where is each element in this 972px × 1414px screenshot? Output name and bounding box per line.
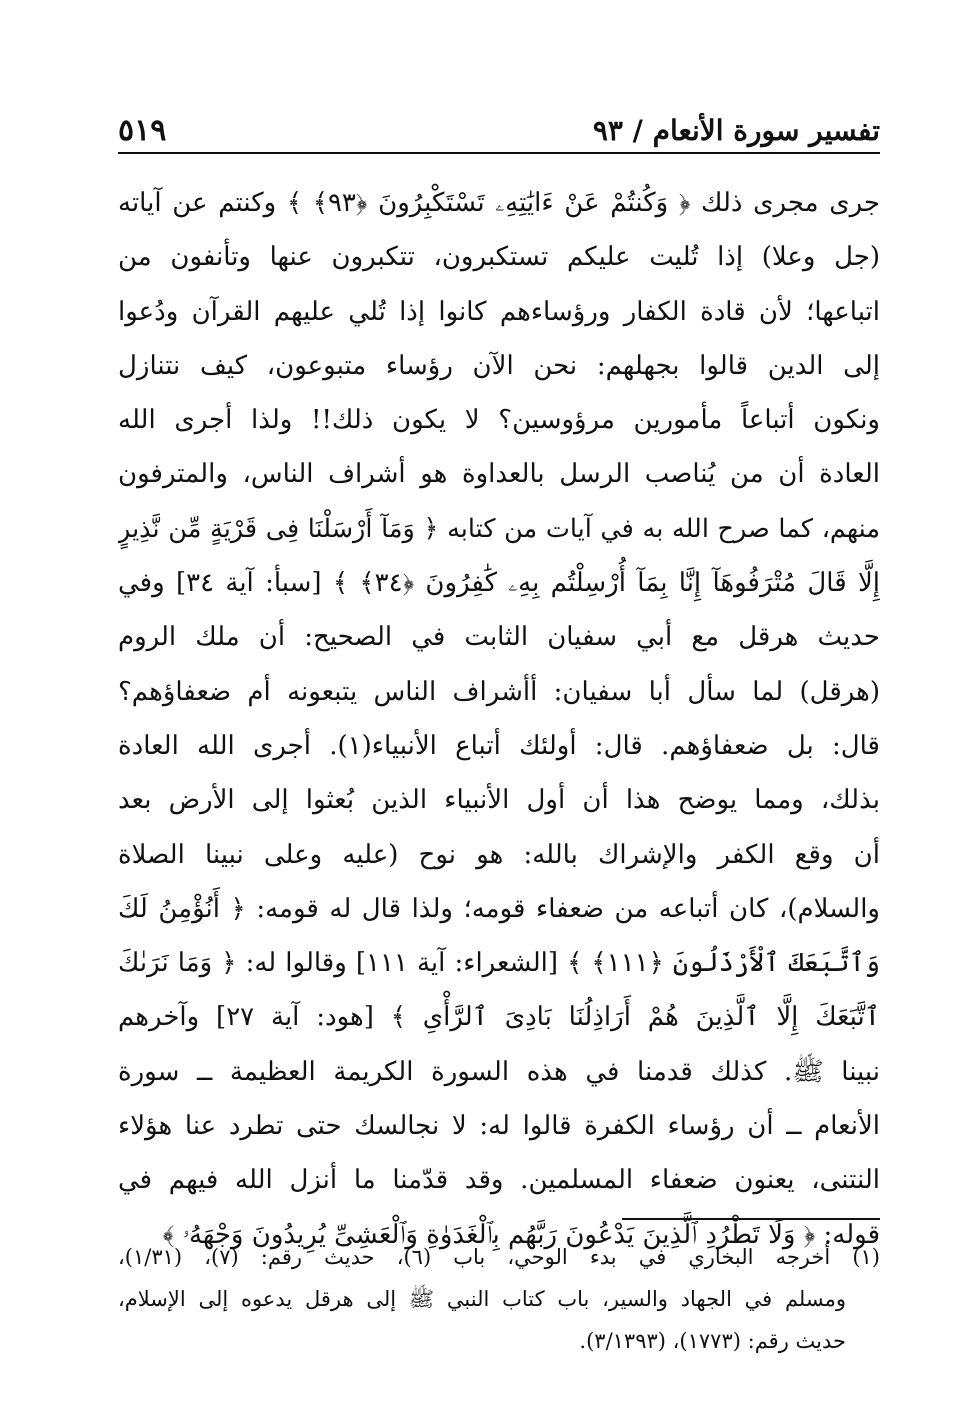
body-text: [118, 176, 880, 1262]
body-line: الأنعام ــ أن رؤساء الكفرة قالوا له: لا نجالسك حتى تطرد عنا هؤلاء: [118, 1111, 880, 1142]
page-number: ٥١٩: [118, 112, 167, 148]
footnote-line: ومسلم في الجهاد والسير، باب كتاب النبي ﷺ إلى هرقل يدعوه إلى الإسلام،: [118, 1287, 846, 1311]
body-line: بذلك، ومما يوضح هذا أن أول الأنبياء الذين بُعثوا إلى الأرض بعد: [118, 785, 880, 816]
body-line: منهم، كما صرح الله به في آيات من كتابه ﴿ وَمَآ أَرْسَلْنَا فِى قَرْيَةٍ مِّن نَّذِيرٍ: [118, 513, 880, 544]
body-line: أن وقع الكفر والإشراك بالله: هو نوح (عليه وعلى نبينا الصلاة: [118, 839, 880, 870]
footnotes: [118, 1236, 880, 1362]
body-line: العادة أن من يُناصب الرسل بالعداوة هو أشراف الناس، والمترفون: [118, 459, 880, 490]
body-line: ٱتَّبَعَكَ إِلَّا ٱلَّذِينَ هُمْ أَرَاذِلُنَا بَادِىَ ٱلرَّأْىِ ﴾ [هود: آية ٢٧] وآخرهم: [118, 1002, 880, 1033]
body-line: (هرقل) لما سأل أبا سفيان: أأشراف الناس يتبعونه أم ضعفاؤهم؟: [118, 676, 880, 707]
body-line: حديث هرقل مع أبي سفيان الثابت في الصحيح: أن ملك الروم: [118, 622, 880, 653]
footnote-line: حديث رقم: (١٧٧٣)، (٣/١٣٩٣).: [579, 1329, 846, 1353]
page-header: [118, 108, 880, 154]
body-line: اتباعها؛ لأن قادة الكفار ورؤساءهم كانوا إذا تُلي عليهم القرآن ودُعوا: [118, 296, 880, 327]
body-line: قال: بل ضعفاؤهم. قال: أولئك أتباع الأنبياء(١). أجرى الله العادة: [118, 730, 880, 761]
footnote-divider: [622, 1218, 880, 1220]
body-line: نبينا ﷺ. كذلك قدمنا في هذه السورة الكريمة العظيمة ــ سورة: [118, 1056, 880, 1087]
body-line: وَٱتَّبَعَكَ ٱلْأَرْذَلُونَ ﴿١١١﴾ ﴾ [الشعراء: آية ١١١] وقالوا له: ﴿ وَمَا نَرَىٰكَ: [118, 948, 880, 979]
body-line: ونكون أتباعاً مأمورين مرؤوسين؟ لا يكون ذلك!! ولذا أجرى الله: [118, 405, 880, 436]
body-line: إِلَّا قَالَ مُتْرَفُوهَآ إِنَّا بِمَآ أُرْسِلْتُم بِهِۦ كَٰفِرُونَ ﴿٣٤﴾ ﴾ [سبأ: آية ٣٤] وفي: [118, 568, 880, 599]
body-line: إلى الدين قالوا بجهلهم: نحن الآن رؤساء متبوعون، كيف نتنازل: [118, 350, 880, 381]
footnote-line: (١) أخرجه البخاري في بدء الوحي، باب (٦)، حديث رقم: (٧)، (١/٣١)،: [118, 1245, 880, 1269]
running-title: تفسير سورة الأنعام / ٩٣: [592, 113, 880, 147]
body-line: النتنى، يعنون ضعفاء المسلمين. وقد قدّمنا ما أنزل الله فيهم في: [118, 1165, 880, 1196]
body-line: (جل وعلا) إذا تُليت عليكم تستكبرون، تتكبرون عنها وتأنفون من: [118, 242, 880, 273]
body-line: قوله: ﴿ وَلَا تَطْرُدِ ٱلَّذِينَ يَدْعُونَ رَبَّهُم بِٱلْغَدَوٰةِ وَٱلْعَشِىِّ يُرِيدُونَ وَجْهَهُۥ ﴾: [162, 1219, 880, 1250]
body-line: والسلام)، كان أتباعه من ضعفاء قومه؛ ولذا قال له قومه: ﴿ أَنُؤْمِنُ لَكَ: [118, 893, 880, 924]
body-line: جرى مجرى ذلك ﴿ وَكُنتُمْ عَنْ ءَايَٰتِهِۦ تَسْتَكْبِرُونَ ﴿٩٣﴾ ﴾ وكنتم عن آياته: [118, 188, 880, 218]
